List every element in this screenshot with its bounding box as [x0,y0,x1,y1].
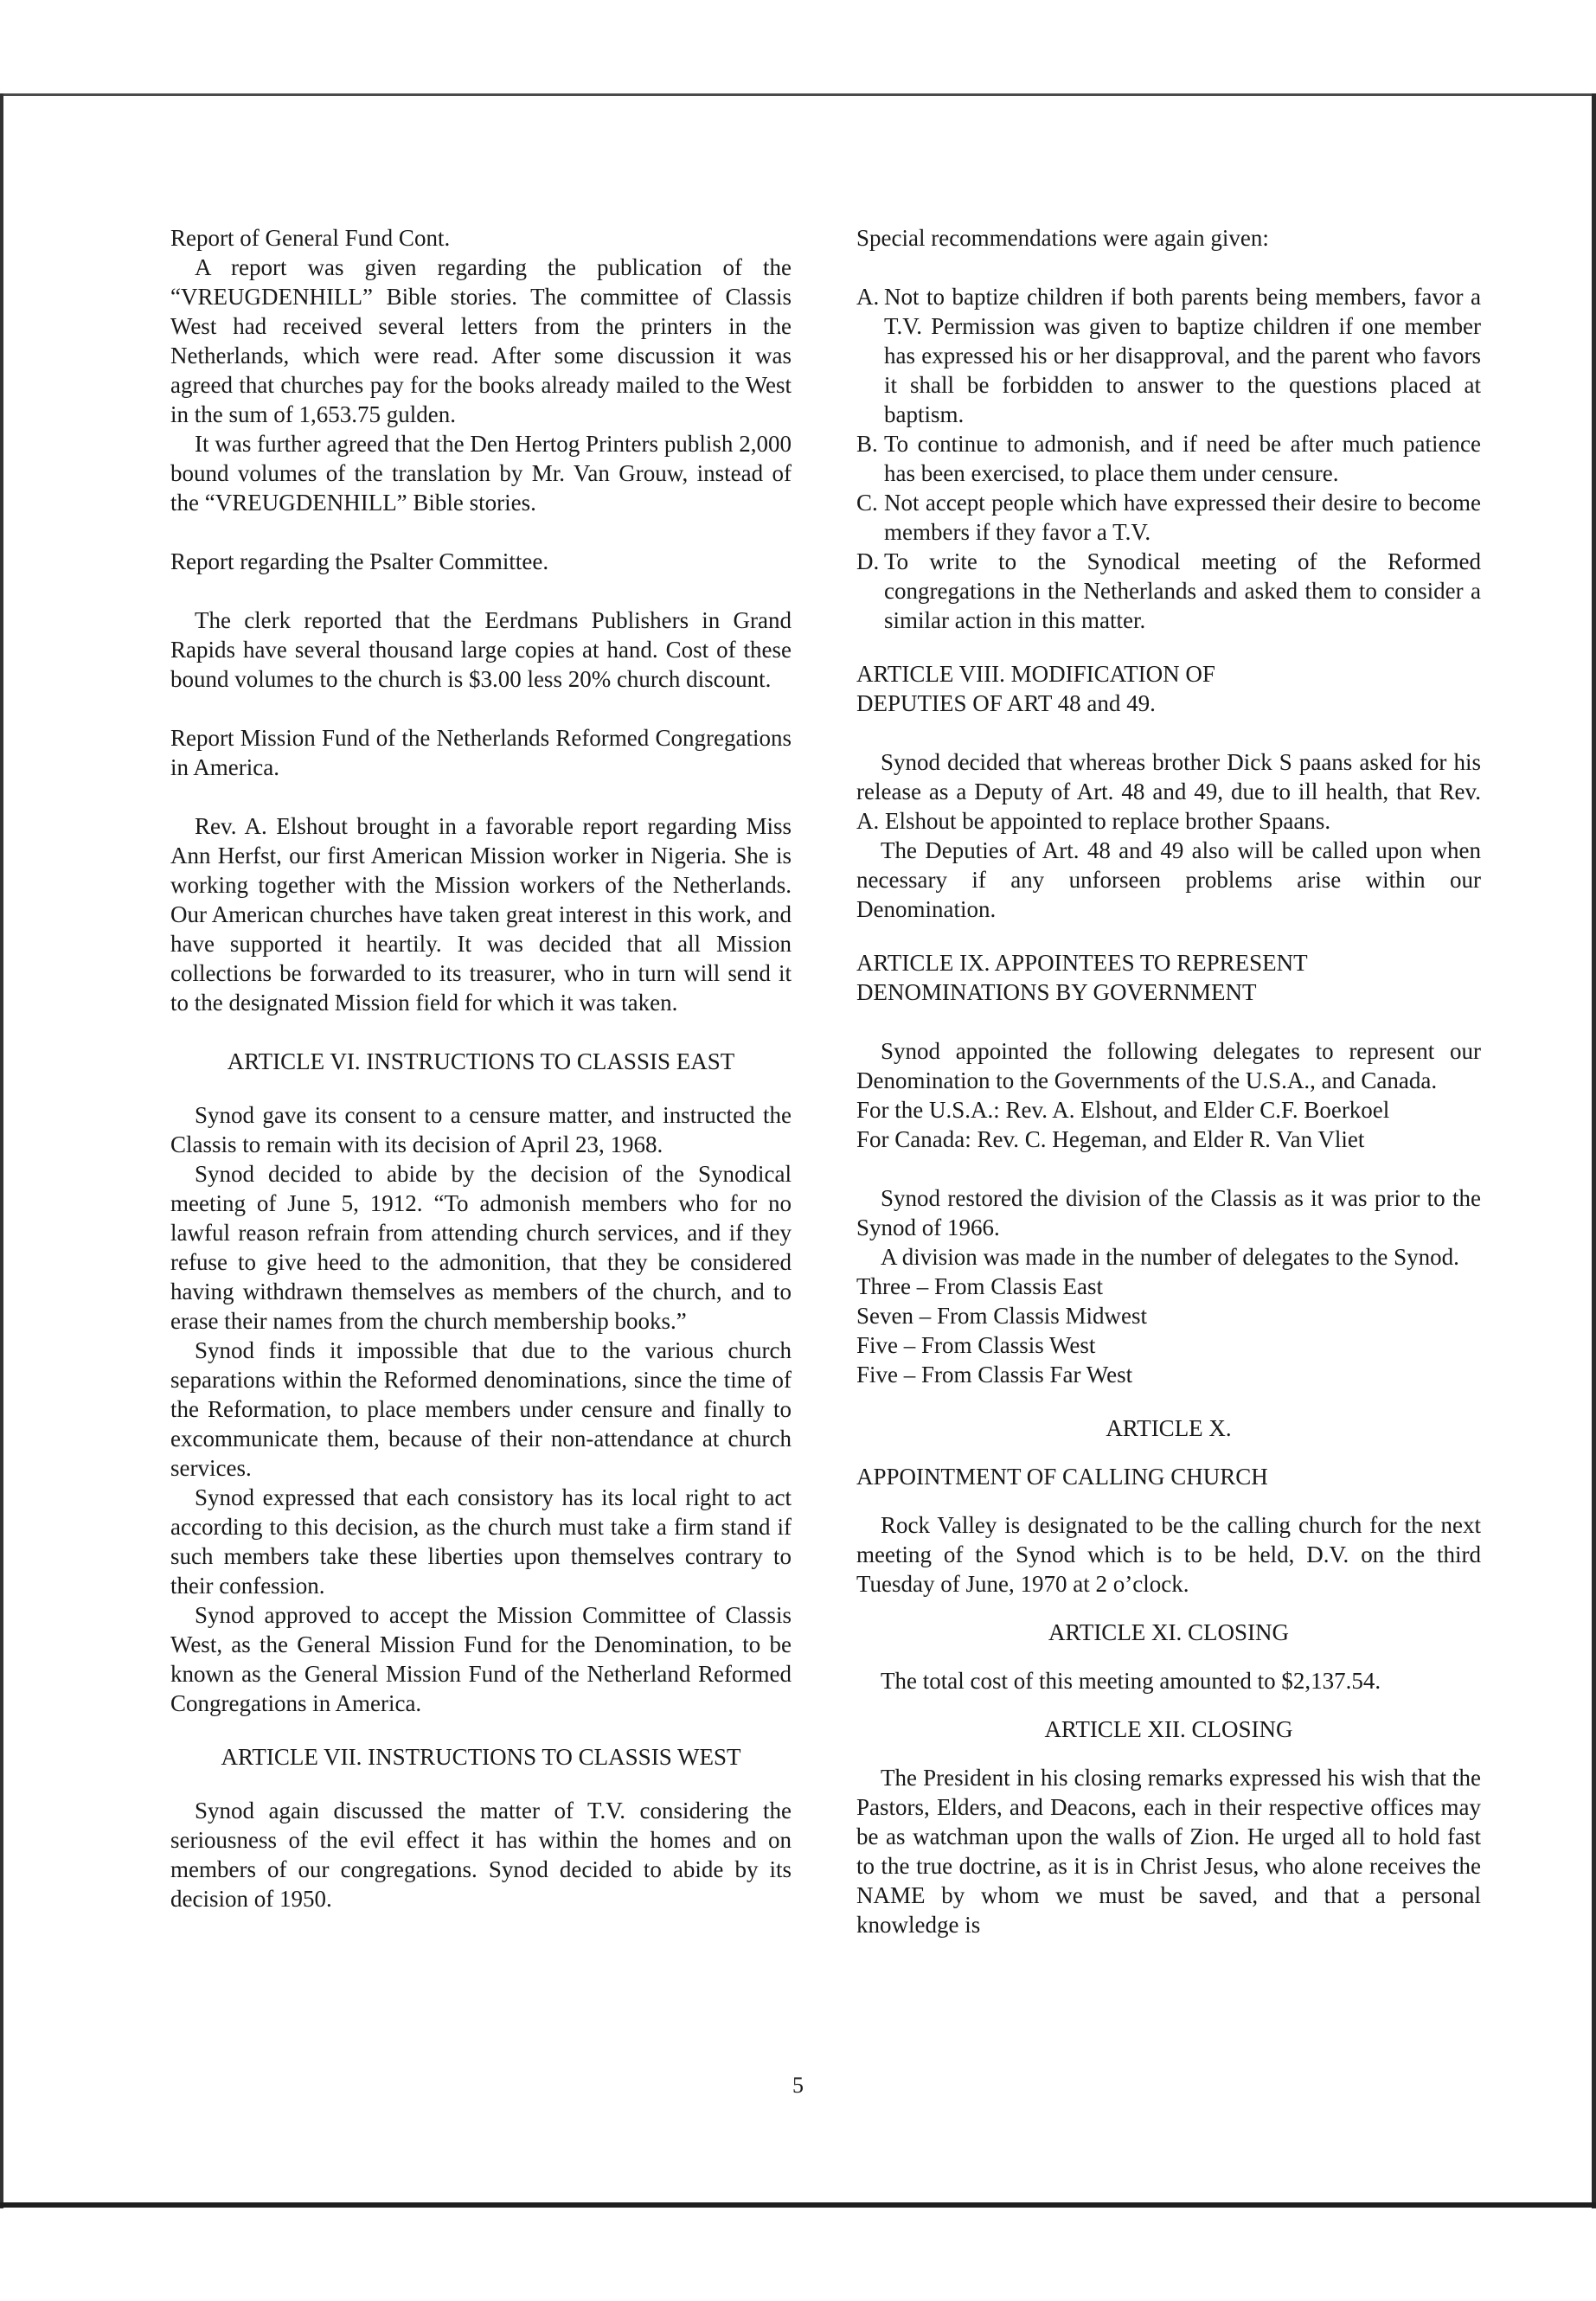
recommendation-item [856,282,1481,429]
page-border-bottom [0,2202,1596,2208]
article-9-paragraph: Synod appointed the following delegates to represent our Denomination to the Governments of the U.S.A., and Canada. [856,1038,1481,1093]
page-border-right [1592,93,1596,2208]
recommendation-item [856,429,1481,488]
delegate-line: Three – From Classis East [856,1273,1103,1299]
recommendation-text: To write to the Synodical meeting of the Reformed congregations in the Netherlands and asked them to consider a similar action in this matter. [884,548,1481,633]
article-11-paragraph: The total cost of this meeting amounted to $2,137.54. [881,1668,1381,1694]
delegate-line: Five – From Classis West [856,1332,1096,1358]
article-10-subheading: APPOINTMENT OF CALLING CHURCH [856,1464,1268,1490]
article-6-paragraph: Synod finds it impossible that due to the various church separations within the Reformed denominations, since the time of the Reformation, to place members under censure and finally to excommunicate them, because of their non-attendance at church services. [170,1337,792,1481]
article-7-heading: ARTICLE VII. INSTRUCTIONS TO CLASSIS WEST [221,1744,741,1770]
general-fund-title: Report of General Fund Cont. [170,225,451,251]
article-9-usa-delegates: For the U.S.A.: Rev. A. Elshout, and Elder C.F. Boerkoel [856,1097,1390,1123]
article-9-heading-line-2: DENOMINATIONS BY GOVERNMENT [856,979,1257,1005]
article-12-paragraph: The President in his closing remarks expressed his wish that the Pastors, Elders, and Deacons, each in their respective offices may be as watchman upon the walls of Zion. He urged all to hold fast to the true doctrine, as it is in Christ Jesus, who alone receives the NAME by whom we must be saved, and that a personal knowledge is [856,1765,1481,1938]
article-9-canada-delegates: For Canada: Rev. C. Hegeman, and Elder R. Van Vliet [856,1126,1365,1152]
division-paragraph: A division was made in the number of delegates to the Synod. [881,1244,1459,1270]
mission-paragraph: Rev. A. Elshout brought in a favorable report regarding Miss Ann Herfst, our first American Mission worker in Nigeria. She is working together with the Mission workers of the Netherlands. Our American churches have taken great interest in this work, and have supported it heartily. It was decided that all Mission collections be forwarded to its treasurer, who in turn will send it to the designated Mission field for which it was taken. [170,813,792,1016]
article-8-heading: ARTICLE VIII. MODIFICATION OF [856,661,1215,687]
article-6-paragraph: Synod decided to abide by the decision of the Synodical meeting of June 5, 1912. “To admonish members who for no lawful reason refrain from attending church services, and if they refuse to give heed to the admonition, that they be considered having withdrawn themselves as members of the church, and to erase their names from the church membership books.” [170,1161,792,1334]
article-11-heading: ARTICLE XI. CLOSING [1048,1619,1290,1645]
page-border-top [0,93,1596,96]
recommendation-text: Not accept people which have expressed their desire to become members if they favor a T.V. [884,490,1481,545]
page-number: 5 [792,2073,804,2098]
recommendation-text: To continue to admonish, and if need be after much patience has been exercised, to place them under censure. [884,431,1481,486]
article-12-heading: ARTICLE XII. CLOSING [1044,1716,1293,1742]
recommendation-text: Not to baptize children if both parents being members, favor a T.V. Permission was given to baptize children if one member has expressed his or her disapproval, and the parent who favors it shall be forbidden to answer to the questions placed at baptism. [884,284,1481,427]
article-10-paragraph: Rock Valley is designated to be the calling church for the next meeting of the Synod which is to be held, D.V. on the third Tuesday of June, 1970 at 2 o’clock. [856,1512,1481,1597]
article-6-heading: ARTICLE VI. INSTRUCTIONS TO CLASSIS EAST [227,1048,735,1074]
article-9-heading: ARTICLE IX. APPOINTEES TO REPRESENT [856,950,1308,976]
recommendation-marker: B. [856,431,878,457]
special-recommendations-intro: Special recommendations were again given: [856,225,1269,251]
recommendation-item [856,488,1481,547]
recommendation-marker: D. [856,548,880,574]
article-6-paragraph: Synod gave its consent to a censure matter, and instructed the Classis to remain with its decision of April 23, 1968. [170,1102,792,1157]
general-fund-paragraph: A report was given regarding the publication of the “VREUGDENHILL” Bible stories. The committee of Classis West had received several letters from the printers in the Netherlands, which were read. After some discussion it was agreed that churches pay for the books already mailed to the West in the sum of 1,653.75 gulden. [170,254,792,427]
psalter-paragraph: The clerk reported that the Eerdmans Publishers in Grand Rapids have several thousand large copies at hand. Cost of these bound volumes to the church is $3.00 less 20% church discount. [170,607,792,692]
article-8-paragraph: Synod decided that whereas brother Dick S paans asked for his release as a Deputy of Art. 48 and 49, due to ill health, that Rev. A. Elshout be appointed to replace brother Spaans. [856,749,1481,834]
left-column [170,223,792,1913]
mission-title: Report Mission Fund of the Netherlands Reformed Congregations in America. [170,725,792,780]
article-10-heading: ARTICLE X. [1106,1415,1232,1441]
article-7-paragraph: Synod again discussed the matter of T.V. considering the seriousness of the evil effect it has within the homes and on members of our congregations. Synod decided to abide by its decision of 1950. [170,1798,792,1912]
article-8-paragraph: The Deputies of Art. 48 and 49 also will be called upon when necessary if any unforseen problems arise within our Denomination. [856,837,1481,922]
right-column [856,223,1481,1939]
article-6-paragraph: Synod expressed that each consistory has its local right to act according to this decision, as the church must take a firm stand if such members take these liberties upon themselves contrary to their confession. [170,1484,792,1599]
general-fund-paragraph: It was further agreed that the Den Hertog Printers publish 2,000 bound volumes of the translation by Mr. Van Grouw, instead of the “VREUGDENHILL” Bible stories. [170,431,792,516]
delegate-line: Five – From Classis Far West [856,1362,1133,1388]
page-border-left [0,93,3,2208]
psalter-title: Report regarding the Psalter Committee. [170,548,549,574]
division-paragraph: Synod restored the division of the Classis as it was prior to the Synod of 1966. [856,1185,1481,1240]
article-8-heading-line-2: DEPUTIES OF ART 48 and 49. [856,690,1156,716]
recommendation-marker: C. [856,490,878,516]
recommendation-marker: A. [856,284,880,310]
recommendation-item [856,547,1481,635]
delegate-line: Seven – From Classis Midwest [856,1303,1148,1329]
article-6-paragraph: Synod approved to accept the Mission Committee of Classis West, as the General Mission Fund for the Denomination, to be known as the General Mission Fund of the Netherland Reformed Congregations in America. [170,1602,792,1716]
